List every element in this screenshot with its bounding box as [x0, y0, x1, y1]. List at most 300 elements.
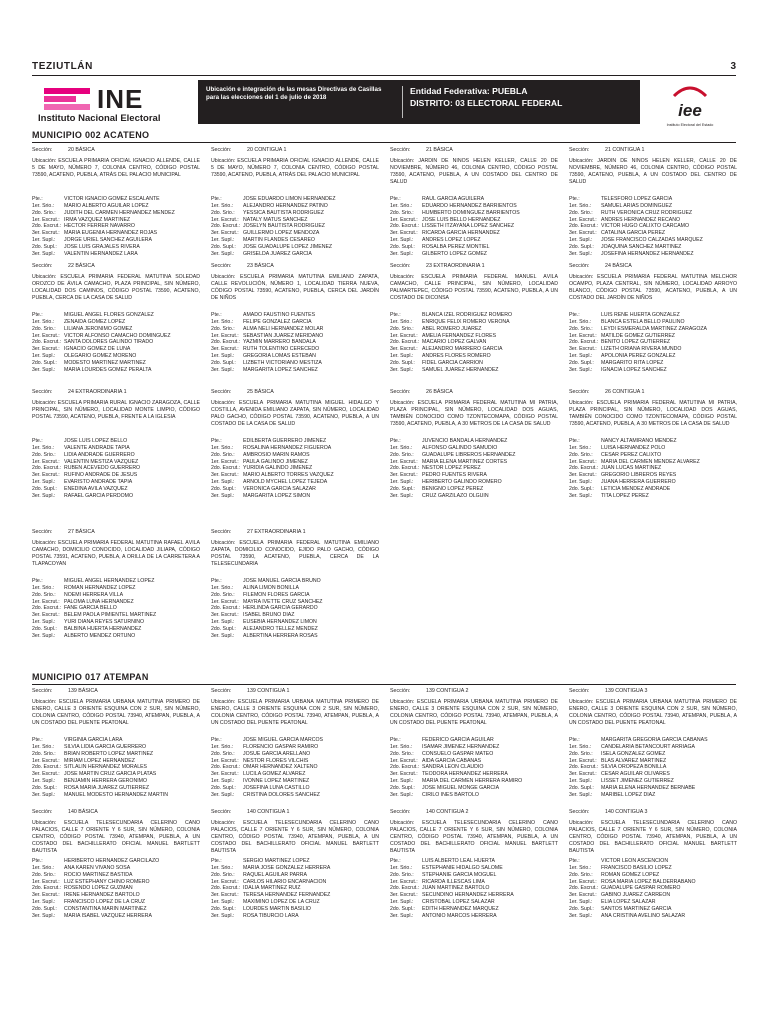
- role-person: GABINO JUAREZ CARREON: [601, 892, 671, 899]
- role-label: 2do. Supl.:: [569, 359, 594, 366]
- role-person: MARIA JOSE GONZALEZ HERRERA: [243, 864, 331, 871]
- role-row: [211, 737, 379, 744]
- ubicacion-text: [390, 400, 558, 438]
- role-person: BELEM PAOLA PIMIENTEL MARTINEZ: [64, 612, 157, 619]
- role-row: [32, 633, 200, 640]
- role-person: LILIANA JERONIMO GOMEZ: [64, 325, 133, 332]
- role-person: MIGUEL ANGEL HERNANDEZ LOPEZ: [64, 578, 155, 584]
- role-person: MANUEL MODESTO HERNANDEZ MARTIN: [64, 791, 168, 798]
- seccion-line: [569, 146, 737, 158]
- ubicacion-value: ESCUELA PRIMARIA URBANA MATUTINA PRIMERO DE ENERO, CALLE 3 ORIENTE ESQUINA CON 2 SUR, SIN NÚMERO, COLONIA CENTRO, CÓDIGO POSTAL 73940, ATEMPAN, PUEBLA, A UN COSTADO DEL PUENTE PEATONAL: [569, 699, 737, 727]
- role-row: [569, 333, 737, 340]
- role-row: [390, 367, 558, 374]
- seccion-line: [211, 687, 379, 699]
- municipio-title: MUNICIPIO 017 ATEMPAN: [32, 672, 149, 682]
- role-label: 3er. Supl.:: [390, 912, 414, 919]
- role-person: ANDRES FLORES ROMERO: [422, 353, 491, 360]
- ubicacion-label: Ubicación:: [569, 400, 594, 406]
- ubicacion-text: [32, 699, 200, 737]
- role-person: TEODORA HERNANDEZ HERRERA: [422, 771, 508, 778]
- seccion-line: [569, 808, 737, 820]
- role-label: 1er. Supl.:: [390, 899, 414, 906]
- role-person: JOSELYN BAUTISTA RODRIGUEZ: [243, 223, 325, 230]
- role-label: 3er. Escrut.:: [569, 892, 597, 899]
- role-row: [211, 465, 379, 472]
- casilla-block: [32, 808, 200, 920]
- role-label: 2do. Escrut.:: [32, 885, 62, 892]
- role-label: 1er. Escrut.:: [569, 878, 597, 885]
- role-person: JOSE LUIS LOPEZ BELLO: [64, 438, 128, 444]
- role-row: [211, 493, 379, 500]
- role-row: [211, 486, 379, 493]
- role-label: 1er. Srio.:: [32, 864, 55, 871]
- role-person: BLAS ALVAREZ MARTINEZ: [601, 757, 667, 764]
- role-person: SILVIA OROPEZA BONILLA: [601, 764, 667, 771]
- role-person: GUADALUPE GASPAR ROMERO: [601, 885, 681, 892]
- seccion-line: [390, 262, 558, 274]
- role-label: 2do. Supl.:: [32, 784, 57, 791]
- role-row: [211, 913, 379, 920]
- role-label: 3er. Escrut.:: [32, 771, 60, 778]
- role-row: [569, 346, 737, 353]
- role-label: 3er. Escrut.:: [211, 771, 239, 778]
- ubicacion-label: Ubicación:: [211, 274, 236, 280]
- role-row: [211, 472, 379, 479]
- role-label: 1er. Escrut.:: [211, 458, 239, 465]
- role-label: 2do. Escrut.:: [390, 885, 420, 892]
- role-label: 1er. Escrut.:: [569, 458, 597, 465]
- role-label: 2do. Srio.:: [32, 750, 56, 757]
- role-person: SAMUEL ARIAS DOMINGUEZ: [601, 202, 673, 209]
- role-label: 1er. Supl.:: [211, 778, 235, 785]
- role-label: 2do. Srio.:: [32, 451, 56, 458]
- role-person: JUVENCIO BANDALA HERNANDEZ: [422, 438, 508, 444]
- role-label: 3er. Supl.:: [211, 250, 235, 257]
- role-person: MARIO ALBERTO TORRES VAZQUEZ: [243, 472, 334, 479]
- casilla-block: [211, 262, 379, 374]
- role-label: 3er. Supl.:: [569, 366, 593, 373]
- page-header: [0, 0, 768, 76]
- casilla-block: [211, 528, 379, 640]
- role-person: ROSA MARIA LOPEZ BALDERRABANO: [601, 878, 696, 885]
- role-row: [32, 244, 200, 251]
- role-label: 2do. Supl.:: [390, 485, 415, 492]
- role-label: 1er. Srio.:: [32, 743, 55, 750]
- ubicacion-label: Ubicación:: [569, 699, 594, 705]
- role-label: 1er. Supl.:: [569, 353, 593, 360]
- role-label: 2do. Supl.:: [32, 905, 57, 912]
- role-row: [211, 578, 379, 585]
- banner: [32, 80, 736, 130]
- town-name: TEZIUTLÁN: [32, 61, 93, 72]
- ubicacion-label: Ubicación:: [569, 820, 594, 826]
- role-person: ABEL ROMERO JUAREZ: [422, 325, 482, 332]
- seccion-value: 24 EXTRAORDINARIA 1: [68, 389, 127, 395]
- ubicacion-label: Ubicación:: [32, 699, 57, 705]
- role-person: ROCIO MARTINEZ BASTIDA: [64, 871, 133, 878]
- casilla-row: [32, 388, 740, 500]
- role-label: Pte.:: [211, 737, 222, 743]
- role-label: 3er. Escrut.:: [32, 472, 60, 479]
- casilla-row: [32, 262, 740, 374]
- distrito-label: DISTRITO: 03 ELECTORAL FEDERAL: [410, 98, 563, 109]
- ubicacion-text: [211, 820, 379, 858]
- seccion-value: 139 CONTIGUA 1: [247, 688, 290, 694]
- role-row: [211, 592, 379, 599]
- role-person: IDALIA MARTINEZ RUIZ: [243, 885, 301, 892]
- role-label: 3er. Supl.:: [569, 492, 593, 499]
- role-label: 1er. Escrut.:: [390, 458, 418, 465]
- role-row: [390, 472, 558, 479]
- role-row: [569, 785, 737, 792]
- ubicacion-value: ESCUELA PRIMARIA MATUTINA EMILIANO ZAPATA, CALLE REVOLUCIÓN, NÚMERO 1, LOCALIDAD TIERRA NUEVA, CÓDIGO POSTAL 73590, ACATENO, PUEBLA, CERCA DEL JARDÍN DE NIÑOS: [211, 274, 379, 302]
- role-person: VICTOR ALFONSO CAMACHO DOMINGUEZ: [64, 332, 171, 339]
- ubicacion-text: [211, 400, 379, 438]
- role-person: ALMA NELI HERNANDEZ MOLAR: [243, 325, 324, 332]
- role-person: FRANCISCO LOPEZ DE LA CRUZ: [64, 899, 145, 906]
- ubicacion-value: ESCUELA PRIMARIA URBANA MATUTINA PRIMERO DE ENERO, CALLE 3 ORIENTE ESQUINA CON 2 SUR, SIN NÚMERO, COLONIA CENTRO, CÓDIGO POSTAL 73940, ATEMPAN, PUEBLA, A UN COSTADO DEL PUENTE PEATONAL: [32, 699, 200, 727]
- role-label: 1er. Escrut.:: [390, 216, 418, 223]
- role-label: 1er. Srio.:: [390, 202, 413, 209]
- role-row: [211, 319, 379, 326]
- role-row: [569, 465, 737, 472]
- role-label: 2do. Supl.:: [32, 243, 57, 250]
- role-person: EVARISTO ANDRADE TAPIA: [64, 479, 133, 486]
- ubicacion-label: Ubicación:: [211, 158, 236, 164]
- role-row: [32, 230, 200, 237]
- role-label: 3er. Escrut.:: [211, 612, 239, 619]
- seccion-label: Sección:: [32, 147, 53, 153]
- role-row: [569, 758, 737, 765]
- role-person: RICARDA ILLESCAS LIMA: [422, 878, 485, 885]
- ubicacion-value: ESCUELA TELESECUNDARIA CELERINO CANO PALACIOS, CALLE 7 ORIENTE Y 6 SUR, SIN NÚMERO, COLONIA CENTRO, CÓDIGO POSTAL 73940, ATEMPAN, PUEBLA, A UN COSTADO DEL BACHILLERATO OFICIAL MANUEL BARTLETT BAUTISTA: [569, 820, 737, 855]
- role-label: 2do. Supl.:: [569, 784, 594, 791]
- role-label: Pte.:: [211, 312, 222, 318]
- role-person: IRMA VAZQUEZ MARTINEZ: [64, 216, 131, 223]
- role-row: [32, 346, 200, 353]
- role-row: [211, 326, 379, 333]
- role-row: [32, 771, 200, 778]
- role-label: 2do. Supl.:: [390, 243, 415, 250]
- seccion-value: 140 BÁSICA: [68, 809, 98, 815]
- role-label: 1er. Escrut.:: [32, 878, 60, 885]
- role-label: 2do. Escrut.:: [32, 764, 62, 771]
- role-row: [569, 885, 737, 892]
- role-row: [569, 312, 737, 319]
- role-row: [390, 879, 558, 886]
- casilla-row-columns: [32, 388, 740, 500]
- role-person: ROMAN HERNANDEZ LOPEZ: [64, 584, 136, 591]
- role-row: [569, 879, 737, 886]
- role-row: [569, 244, 737, 251]
- role-row: [390, 906, 558, 913]
- casilla-block: [569, 687, 737, 799]
- role-row: [390, 479, 558, 486]
- role-label: 1er. Supl.:: [32, 353, 56, 360]
- role-person: YAZMIN MARRERO BANDALA: [243, 339, 316, 346]
- role-row: [569, 913, 737, 920]
- ubicacion-value: ESCUELA PRIMARIA FEDERAL MANUEL ÁVILA CAMACHO, CALLE PRINCIPAL, SIN NÚMERO, LOCALIDAD PALMARTEPEC, CÓDIGO POSTAL 73590, ACATENO, PUEBLA, A UN COSTADO DE DICONSA: [390, 274, 558, 302]
- role-person: CIRILO INES BARTOLO: [422, 791, 479, 798]
- role-row: [569, 865, 737, 872]
- role-row: [390, 353, 558, 360]
- seccion-label: Sección:: [569, 263, 590, 269]
- ubicacion-text: [390, 699, 558, 737]
- ubicacion-label: Ubicación:: [569, 158, 594, 164]
- role-label: 2do. Escrut.:: [211, 605, 241, 612]
- casilla-block: [32, 262, 200, 374]
- role-row: [211, 764, 379, 771]
- casilla-row: [32, 528, 740, 640]
- seccion-label: Sección:: [569, 688, 590, 694]
- role-person: MIGUEL ANGEL FLORES GONZALEZ: [64, 312, 154, 318]
- role-person: SILVIA LIDIA GARCIA GUERRERO: [64, 743, 147, 750]
- role-person: MARIA ELENA MARTINEZ CORTES: [422, 458, 508, 465]
- role-person: LUCILA GOMEZ ALVAREZ: [243, 771, 306, 778]
- seccion-value: 140 CONTIGUA 2: [426, 809, 469, 815]
- role-person: AMELIA FERNANDEZ FLORES: [422, 332, 497, 339]
- role-label: 1er. Escrut.:: [569, 216, 597, 223]
- seccion-label: Sección:: [569, 809, 590, 815]
- role-label: 2do. Srio.:: [390, 209, 414, 216]
- role-person: ANDRES HERNANDEZ RECAÑO: [601, 216, 680, 223]
- role-label: 3er. Escrut.:: [390, 771, 418, 778]
- role-person: SEBASTIAN JUAREZ MERIDANO: [243, 332, 324, 339]
- role-person: MARIA DEL CARMEN HERRERA RAMIRO: [422, 778, 523, 785]
- role-row: [390, 312, 558, 319]
- role-row: [32, 605, 200, 612]
- role-person: LUIS ALBERTO LEAL HUERTA: [422, 858, 495, 864]
- ubicacion-label: Ubicación:: [211, 820, 236, 826]
- iee-emblem-icon: [668, 82, 712, 122]
- role-label: 2do. Srio.:: [569, 750, 593, 757]
- role-person: ALFONSO GALINDO SAMUDIO: [422, 444, 498, 451]
- role-label: 1er. Srio.:: [569, 864, 592, 871]
- role-row: [211, 223, 379, 230]
- role-row: [32, 203, 200, 210]
- role-label: 1er. Supl.:: [211, 479, 235, 486]
- role-row: [211, 879, 379, 886]
- role-row: [32, 493, 200, 500]
- role-person: ZENAIDA GOMEZ LOPEZ: [64, 318, 126, 325]
- role-label: 2do. Escrut.:: [569, 465, 599, 472]
- ubicacion-value: ESCUELA PRIMARIA FEDERAL MATUTINA RAFAEL ÁVILA CAMACHO, DOMICILIO CONOCIDO, LOCALIDAD JILIAPA, CÓDIGO POSTAL 73591, ACATENO, PUEBLA, A ORILLA DE LA CARRETERA A TLAPACOYAN: [32, 540, 200, 568]
- role-row: [569, 452, 737, 459]
- casilla-block: [569, 388, 737, 500]
- ubicacion-label: Ubicación:: [390, 400, 415, 406]
- role-person: GREGORIA LOMAS ESTEBAN: [243, 353, 316, 360]
- role-label: 1er. Srio.:: [569, 202, 592, 209]
- role-person: ISELA GONZALEZ GOMEZ: [601, 750, 666, 757]
- role-label: 3er. Supl.:: [211, 912, 235, 919]
- ubicacion-value: ESCUELA PRIMARIA FEDERAL MATUTINA MI PATRIA, PLAZA PRINCIPAL, SIN NÚMERO, LOCALIDAD DOS AGUAS, TAMBIÉN CONOCIDO COMO TZONTECOMAPA, CÓDIGO POSTAL 73590, ACATENO, PUEBLA, A 30 METROS DE LA CASA DE SALUD: [390, 400, 558, 428]
- role-person: MARIA DEL CARMEN MENDEZ ALVAREZ: [601, 458, 700, 465]
- role-label: Pte.:: [211, 578, 222, 584]
- entity-district: [410, 85, 636, 109]
- role-person: MARIA ELENA HERNANDEZ BERNABE: [601, 784, 696, 791]
- role-label: 1er. Escrut.:: [211, 757, 239, 764]
- iee-glyph: iee: [678, 101, 702, 120]
- role-label: 3er. Escrut.:: [32, 892, 60, 899]
- ine-logo: [32, 80, 190, 130]
- role-person: MARIO ALBERTO AGUILAR LOPEZ: [64, 202, 149, 209]
- seccion-value: 26 BÁSICA: [426, 389, 453, 395]
- role-person: BENJAMIN HERRERA GERONIMO: [64, 778, 148, 785]
- role-label: 1er. Srio.:: [211, 444, 234, 451]
- role-row: [32, 326, 200, 333]
- seccion-line: [32, 146, 200, 158]
- role-row: [32, 758, 200, 765]
- role-person: ARNOLD MYCHEL LOPEZ TEJEDA: [243, 479, 328, 486]
- role-label: 1er. Escrut.:: [32, 757, 60, 764]
- role-label: 1er. Supl.:: [569, 778, 593, 785]
- ubicacion-text: [211, 540, 379, 578]
- role-row: [32, 210, 200, 217]
- role-row: [32, 452, 200, 459]
- role-label: Pte.:: [569, 737, 580, 743]
- role-person: VICTOR IGNACIO GOMEZ ESCALANTE: [64, 196, 160, 202]
- casilla-row: [32, 808, 740, 920]
- role-person: RUFINO ANDRADE DE JESUS: [64, 472, 138, 479]
- role-label: 3er. Supl.:: [32, 492, 56, 499]
- role-label: 2do. Escrut.:: [569, 885, 599, 892]
- casilla-row-columns: [32, 687, 740, 799]
- role-person: RAFAEL GARCIA PERDOMO: [64, 492, 133, 499]
- role-row: [390, 465, 558, 472]
- seccion-line: [211, 528, 379, 540]
- role-person: LIDIA ANDRADE GUERRERO: [64, 451, 135, 458]
- role-row: [390, 452, 558, 459]
- role-label: 3er. Supl.:: [32, 366, 56, 373]
- role-row: [390, 346, 558, 353]
- role-label: 1er. Srio.:: [211, 864, 234, 871]
- seccion-line: [569, 687, 737, 699]
- role-row: [211, 865, 379, 872]
- role-label: 2do. Srio.:: [569, 871, 593, 878]
- role-person: ENEDINA AVILA VAZQUEZ: [64, 485, 128, 492]
- role-person: MIRIAM LOPEZ HERNANDEZ: [64, 757, 135, 764]
- role-row: [569, 360, 737, 367]
- role-row: [32, 367, 200, 374]
- seccion-line: [211, 388, 379, 400]
- role-person: ROSENDO LOPEZ GUZMAN: [64, 885, 133, 892]
- casilla-block: [569, 146, 737, 258]
- role-person: ALBERTINA HERRERA ROSAS: [243, 632, 318, 639]
- role-person: ROMAN GOMEZ LOPEZ: [601, 871, 660, 878]
- seccion-label: Sección:: [569, 389, 590, 395]
- role-person: TELESFORO LOPEZ GARCIA: [601, 196, 673, 202]
- role-label: 2do. Escrut.:: [211, 885, 241, 892]
- role-person: HERLINDA GARCIA GERARDO: [243, 605, 318, 612]
- role-person: JOSE FRANCISCO CALZADAS MARQUEZ: [601, 237, 703, 244]
- role-label: 2do. Escrut.:: [569, 339, 599, 346]
- role-row: [32, 459, 200, 466]
- role-row: [390, 459, 558, 466]
- role-person: FELIPE GONZALEZ GARCIA: [243, 318, 312, 325]
- role-label: 1er. Supl.:: [390, 479, 414, 486]
- role-label: 2do. Srio.:: [569, 451, 593, 458]
- role-label: Pte.:: [569, 858, 580, 864]
- role-label: 2do. Srio.:: [32, 209, 56, 216]
- role-row: [569, 872, 737, 879]
- role-person: BENITO LOPEZ GUTIERREZ: [601, 339, 671, 346]
- seccion-value: 22 BÁSICA: [68, 263, 95, 269]
- role-row: [390, 865, 558, 872]
- seccion-label: Sección:: [211, 147, 232, 153]
- role-row: [569, 459, 737, 466]
- ubicacion-label: Ubicación:: [32, 540, 57, 546]
- role-person: ROSALBA PEREZ MONTIEL: [422, 243, 490, 250]
- role-label: 2do. Escrut.:: [32, 223, 62, 230]
- casilla-block: [390, 808, 558, 920]
- role-person: HECTOR FERRER NAVARRO: [64, 223, 135, 230]
- role-person: GRISELDA JUAREZ GARCIA: [243, 250, 312, 257]
- role-row: [390, 785, 558, 792]
- role-row: [569, 906, 737, 913]
- role-person: JOAQUINA SANCHEZ MARTINEZ: [601, 243, 682, 250]
- role-label: 1er. Supl.:: [211, 619, 235, 626]
- role-row: [569, 210, 737, 217]
- role-row: [569, 899, 737, 906]
- ubicacion-value: ESCUELA PRIMARIA URBANA MATUTINA PRIMERO DE ENERO, CALLE 3 ORIENTE ESQUINA CON 2 SUR, SIN NÚMERO, COLONIA CENTRO, CÓDIGO POSTAL 73940, ATEMPAN, PUEBLA, A UN COSTADO DEL PUENTE PEATONAL: [211, 699, 379, 727]
- role-person: ALINA LIMON BONILLA: [243, 584, 299, 591]
- seccion-value: 21 BÁSICA: [426, 147, 453, 153]
- role-person: CRUZ GARZILAZO OLGUIN: [422, 492, 489, 499]
- seccion-line: [569, 262, 737, 274]
- role-label: 3er. Supl.:: [569, 791, 593, 798]
- ubicacion-text: [569, 158, 737, 196]
- role-row: [211, 333, 379, 340]
- role-label: 1er. Supl.:: [569, 479, 593, 486]
- role-label: 1er. Srio.:: [32, 202, 55, 209]
- role-row: [211, 792, 379, 799]
- role-row: [390, 858, 558, 865]
- role-person: HERIBERTO HERNANDEZ GARCILAZO: [64, 858, 160, 864]
- role-label: 3er. Escrut.:: [390, 230, 418, 237]
- role-label: Pte.:: [32, 578, 43, 584]
- role-label: 2do. Escrut.:: [211, 465, 241, 472]
- role-person: BLANCA ESTELA BELLO PAULINO: [601, 318, 685, 325]
- role-person: VIRGINIA GARCIA LARA: [64, 737, 123, 743]
- role-row: [390, 486, 558, 493]
- role-label: 1er. Escrut.:: [569, 332, 597, 339]
- role-row: [211, 230, 379, 237]
- ubicacion-text: [569, 274, 737, 312]
- seccion-line: [211, 808, 379, 820]
- municipio-rule: [32, 142, 736, 143]
- casilla-row-columns: [32, 262, 740, 374]
- role-person: ELIA LOPEZ SALAZAR: [601, 899, 656, 906]
- ubicacion-value: JARDÍN DE NIÑOS HELEN KELLER, CALLE 20 DE NOVIEMBRE, NÚMERO 46, COLONIA CENTRO, CÓDIGO POSTAL 73590, ACATENO, PUEBLA, A UN COSTADO DEL CENTRO DE SALUD: [390, 158, 558, 186]
- role-row: [569, 339, 737, 346]
- role-label: 3er. Escrut.:: [211, 346, 239, 353]
- role-row: [32, 885, 200, 892]
- role-label: 2do. Supl.:: [211, 485, 236, 492]
- role-row: [211, 872, 379, 879]
- role-label: 1er. Srio.:: [390, 318, 413, 325]
- role-label: 1er. Srio.:: [32, 444, 55, 451]
- role-row: [32, 612, 200, 619]
- role-label: 2do. Supl.:: [211, 905, 236, 912]
- ubicacion-label: Ubicación:: [390, 274, 415, 280]
- role-row: [390, 196, 558, 203]
- role-row: [390, 217, 558, 224]
- role-person: LUZ ESTEPHANY CHINO ROMERO: [64, 878, 150, 885]
- role-person: LISSET JIMENEZ GUTIERREZ: [601, 778, 674, 785]
- title-bar: [198, 80, 640, 124]
- role-person: RAUL GARCIA AGUILERA: [422, 196, 485, 202]
- role-label: 1er. Escrut.:: [211, 332, 239, 339]
